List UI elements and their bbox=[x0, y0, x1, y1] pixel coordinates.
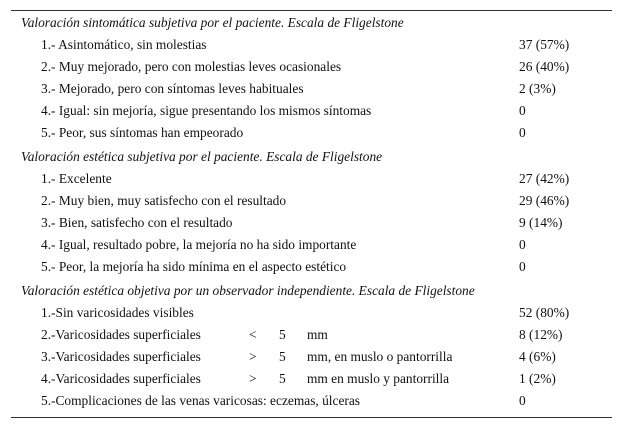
row-label: 5.- Peor, la mejoría ha sido mínima en el aspecto estético bbox=[41, 259, 347, 274]
row-label: 3.-Varicosidades superficiales bbox=[41, 349, 201, 364]
row-label: 2.-Varicosidades superficiales bbox=[41, 327, 201, 342]
section-heading-aesthetic-subjective: Valoración estética subjetiva por el paciente. Escala de Fligelstone bbox=[21, 149, 383, 164]
row-label: 1.- Excelente bbox=[41, 171, 112, 186]
row-label: 2.- Muy mejorado, pero con molestias leves ocasionales bbox=[41, 59, 342, 74]
table-row bbox=[11, 168, 612, 190]
row-value: 1 (2%) bbox=[519, 371, 556, 386]
table-row bbox=[11, 234, 612, 256]
table-row bbox=[11, 256, 612, 278]
row-value: 27 (42%) bbox=[519, 171, 570, 186]
row-label: 4.- Igual, resultado pobre, la mejoría no ha sido importante bbox=[41, 237, 357, 252]
table-row bbox=[11, 190, 612, 212]
table-row bbox=[11, 100, 612, 122]
row-label: 3.- Mejorado, pero con síntomas leves habituales bbox=[41, 81, 304, 96]
section-heading-symptomatic: Valoración sintomática subjetiva por el paciente. Escala de Fligelstone bbox=[21, 15, 404, 30]
row-label: 3.- Bien, satisfecho con el resultado bbox=[41, 215, 233, 230]
row-value: 0 bbox=[519, 125, 526, 140]
row-label: 1.- Asintomático, sin molestias bbox=[41, 37, 207, 52]
fligelstone-results-table bbox=[11, 10, 612, 418]
row-value: 8 (12%) bbox=[519, 327, 563, 342]
row-value: 0 bbox=[519, 103, 526, 118]
row-label: 4.- Igual: sin mejoría, sigue presentando los mismos síntomas bbox=[41, 103, 372, 118]
table-row bbox=[11, 212, 612, 234]
row-value: 0 bbox=[519, 259, 526, 274]
row-value: 2 (3%) bbox=[519, 81, 556, 96]
size-unit: mm, en muslo o pantorrilla bbox=[307, 349, 453, 364]
row-label: 2.- Muy bien, muy satisfecho con el resultado bbox=[41, 193, 287, 208]
table-row bbox=[11, 122, 612, 144]
table-row bbox=[11, 390, 612, 412]
table-row bbox=[11, 56, 612, 78]
row-value: 29 (46%) bbox=[519, 193, 570, 208]
size-value: 5 bbox=[279, 327, 286, 342]
comparison-symbol: < bbox=[249, 327, 257, 342]
row-value: 52 (80%) bbox=[519, 305, 570, 320]
row-value: 26 (40%) bbox=[519, 59, 570, 74]
comparison-symbol: > bbox=[249, 349, 257, 364]
table-row bbox=[11, 302, 612, 324]
row-value: 0 bbox=[519, 393, 526, 408]
size-value: 5 bbox=[279, 371, 286, 386]
row-label: 5.- Peor, sus síntomas han empeorado bbox=[41, 125, 244, 140]
size-unit: mm en muslo y pantorrilla bbox=[307, 371, 450, 386]
size-value: 5 bbox=[279, 349, 286, 364]
table-row bbox=[11, 368, 612, 390]
table-row bbox=[11, 34, 612, 56]
row-label: 4.-Varicosidades superficiales bbox=[41, 371, 201, 386]
row-value: 4 (6%) bbox=[519, 349, 556, 364]
size-unit: mm bbox=[307, 327, 328, 342]
row-value: 9 (14%) bbox=[519, 215, 563, 230]
comparison-symbol: > bbox=[249, 371, 257, 386]
row-label: 1.-Sin varicosidades visibles bbox=[41, 305, 194, 320]
section-heading-aesthetic-objective: Valoración estética objetiva por un observador independiente. Escala de Fligelstone bbox=[21, 283, 475, 298]
row-label: 5.-Complicaciones de las venas varicosas: eczemas, úlceras bbox=[41, 393, 361, 408]
row-value: 0 bbox=[519, 237, 526, 252]
table-row bbox=[11, 324, 612, 346]
row-value: 37 (57%) bbox=[519, 37, 570, 52]
table-row bbox=[11, 346, 612, 368]
table-row bbox=[11, 78, 612, 100]
